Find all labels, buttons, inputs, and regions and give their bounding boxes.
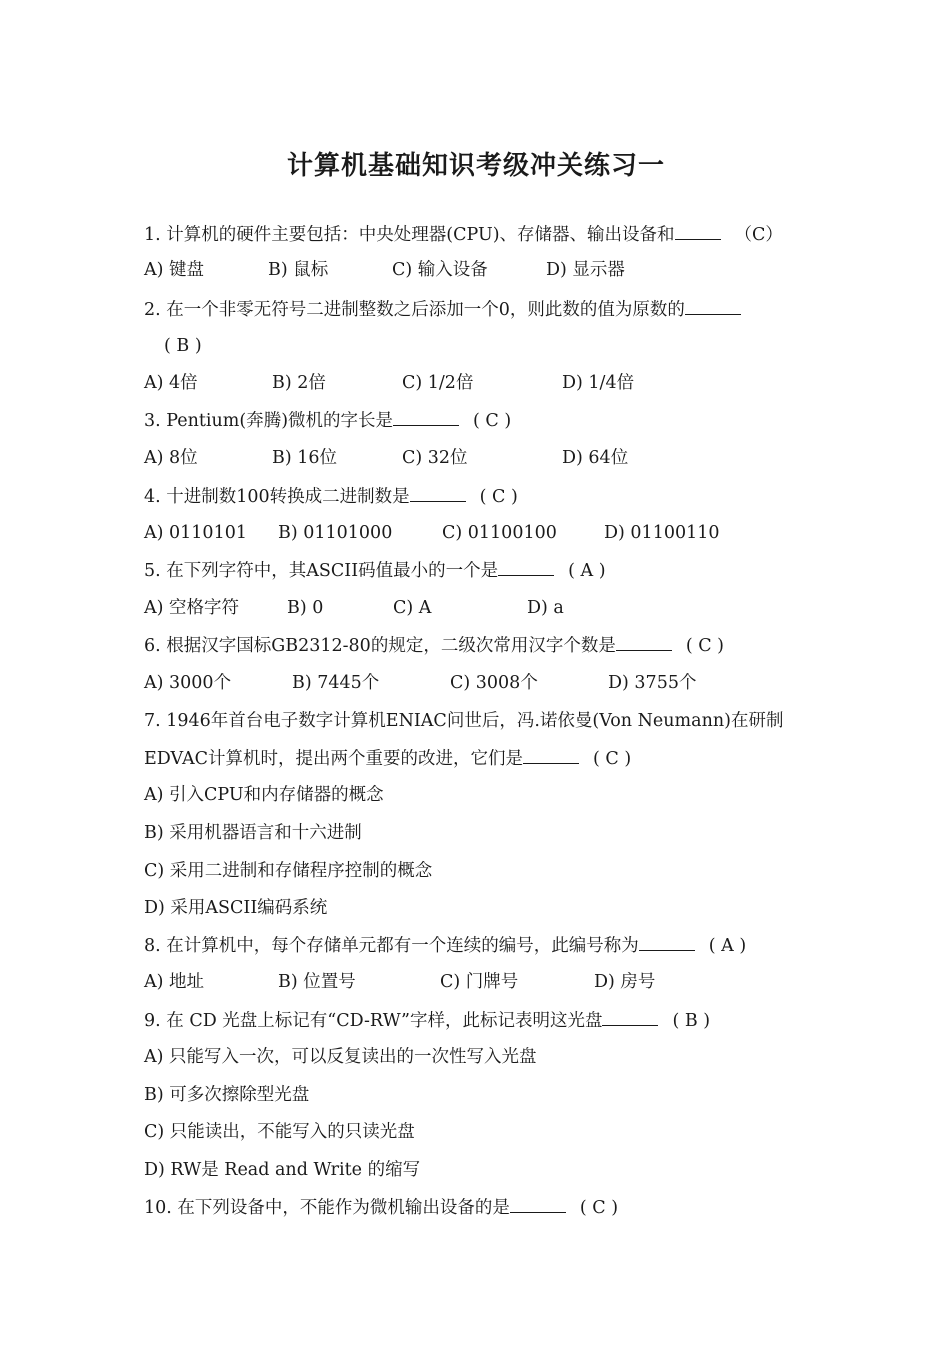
option-b: B) 01101000	[278, 523, 393, 543]
question-8-options	[144, 970, 655, 994]
option-d: D) 1/4倍	[562, 373, 635, 393]
option-d: D) a	[527, 598, 564, 618]
question-2-stem: 2. 在一个非零无符号二进制整数之后添加一个0，则此数的值为原数的	[144, 300, 685, 320]
question-6-stem: 6. 根据汉字国标GB2312-80的规定，二级次常用汉字个数是	[144, 636, 616, 656]
question-2	[144, 297, 741, 322]
answer-blank	[498, 558, 554, 576]
question-10	[144, 1195, 618, 1220]
page-title: 计算机基础知识考级冲关练习一	[286, 151, 665, 181]
question-2-answer-line	[164, 334, 202, 358]
question-4-answer: ( C )	[479, 487, 518, 507]
option-b: B) 0	[287, 598, 324, 618]
answer-blank	[393, 408, 459, 426]
option-c: C) 32位	[402, 448, 468, 468]
option-c: C) 1/2倍	[402, 373, 474, 393]
question-7-stem-line1: 7. 1946年首台电子数字计算机ENIAC问世后，冯.诺依曼(Von Neumann)在研制	[144, 711, 784, 731]
option-a: A) 引入CPU和内存储器的概念	[144, 785, 384, 805]
option-d: D) RW是 Read and Write 的缩写	[144, 1160, 421, 1180]
question-7-line2	[144, 746, 631, 771]
option-a: A) 键盘	[144, 260, 205, 280]
question-4	[144, 484, 518, 509]
question-5	[144, 558, 606, 583]
question-3-stem: 3. Pentium(奔腾)微机的字长是	[144, 411, 394, 431]
question-5-stem: 5. 在下列字符中，其ASCII码值最小的一个是	[144, 561, 499, 581]
question-10-answer: ( C )	[579, 1198, 619, 1218]
option-d: D) 采用ASCII编码系统	[144, 898, 328, 918]
question-2-options	[144, 371, 634, 395]
option-c: C) 门牌号	[440, 972, 519, 992]
option-c: C) 3008个	[450, 673, 538, 693]
option-b: B) 7445个	[292, 673, 380, 693]
question-9-stem: 9. 在 CD 光盘上标记有“CD-RW”字样，此标记表明这光盘	[144, 1011, 603, 1031]
option-d: D) 01100110	[604, 523, 720, 543]
question-4-stem: 4. 十进制数100转换成二进制数是	[144, 487, 410, 507]
question-8	[144, 933, 746, 958]
answer-blank	[616, 633, 672, 651]
answer-blank	[602, 1008, 658, 1026]
question-1-options	[144, 258, 625, 282]
answer-blank	[675, 222, 721, 240]
option-c: C) 01100100	[442, 523, 557, 543]
question-6-options	[144, 671, 696, 695]
question-5-options	[144, 596, 564, 620]
answer-blank	[639, 933, 695, 951]
question-1-answer: （C）	[734, 225, 783, 245]
option-b: B) 采用机器语言和十六进制	[144, 823, 362, 843]
answer-blank	[410, 484, 466, 502]
option-c: C) 只能读出，不能写入的只读光盘	[144, 1122, 415, 1142]
answer-blank	[685, 297, 741, 315]
option-a: A) 空格字符	[144, 598, 240, 618]
option-b: B) 16位	[272, 448, 338, 468]
question-3-answer: ( C )	[473, 411, 512, 431]
question-5-answer: ( A )	[568, 561, 606, 581]
answer-blank	[510, 1195, 566, 1213]
option-d: D) 显示器	[546, 260, 625, 280]
question-9-answer: ( B )	[672, 1011, 711, 1031]
option-b: B) 位置号	[278, 972, 356, 992]
question-3	[144, 408, 511, 433]
option-a: A) 4倍	[144, 373, 198, 393]
question-7	[144, 709, 783, 733]
option-b: B) 鼠标	[268, 260, 329, 280]
question-6-answer: ( C )	[685, 636, 724, 656]
question-1-stem: 1. 计算机的硬件主要包括：中央处理器(CPU)、存储器、输出设备和	[144, 225, 675, 245]
option-d: D) 64位	[562, 448, 629, 468]
question-1	[144, 222, 783, 247]
option-a: A) 0110101	[144, 523, 247, 543]
option-c: C) 采用二进制和存储程序控制的概念	[144, 861, 433, 881]
question-3-options	[144, 446, 628, 470]
option-d: D) 3755个	[608, 673, 697, 693]
question-8-answer: ( A )	[708, 936, 747, 956]
option-c: C) A	[393, 598, 432, 618]
question-8-stem: 8. 在计算机中，每个存储单元都有一个连续的编号，此编号称为	[144, 936, 639, 956]
question-2-answer: ( B )	[164, 336, 202, 356]
option-a: A) 3000个	[144, 673, 232, 693]
question-7-answer: ( C )	[592, 749, 632, 769]
question-10-stem: 10. 在下列设备中，不能作为微机输出设备的是	[144, 1198, 510, 1218]
option-b: B) 2倍	[272, 373, 326, 393]
option-c: C) 输入设备	[392, 260, 488, 280]
option-b: B) 可多次擦除型光盘	[144, 1085, 310, 1105]
question-4-options	[144, 521, 720, 545]
answer-blank	[523, 746, 579, 764]
option-a: A) 8位	[144, 448, 198, 468]
question-7-stem-line2: EDVAC计算机时，提出两个重要的改进，它们是	[144, 749, 523, 769]
question-6	[144, 633, 724, 658]
question-9	[144, 1008, 710, 1033]
option-a: A) 地址	[144, 972, 205, 992]
option-a: A) 只能写入一次，可以反复读出的一次性写入光盘	[144, 1047, 537, 1067]
option-d: D) 房号	[594, 972, 656, 992]
